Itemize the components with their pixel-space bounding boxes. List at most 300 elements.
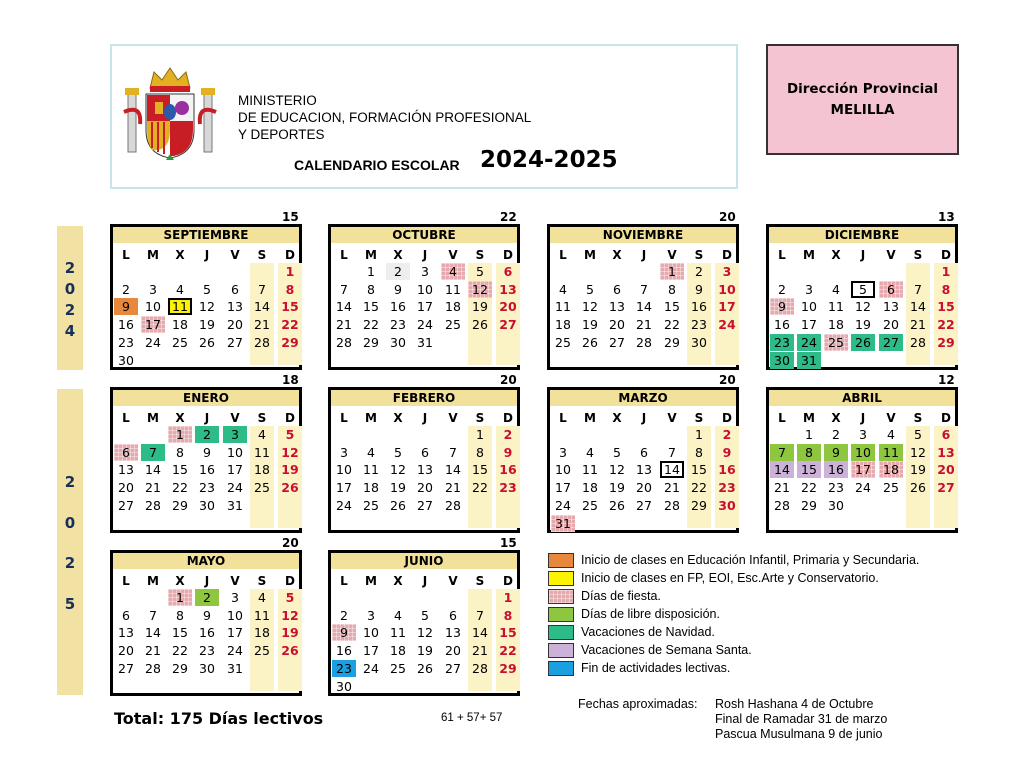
day-cell: 4 [441, 263, 465, 280]
day-cell: 8 [797, 444, 821, 461]
day-cell: 9 [203, 444, 211, 460]
weekday-header: D [503, 574, 513, 588]
day-cell: 22 [281, 317, 299, 333]
day-cell: 23 [718, 480, 736, 496]
day-cell: 28 [336, 334, 352, 350]
day-cell: 13 [118, 462, 134, 478]
day-cell: 19 [609, 480, 625, 496]
day-cell: 5 [476, 264, 484, 279]
day-cell: 2 [778, 281, 786, 297]
day-cell: 29 [499, 660, 517, 676]
day-cell: 5 [421, 607, 429, 623]
weekday-header: L [559, 248, 567, 262]
weekday-header: D [503, 248, 513, 262]
year-digit: 5 [64, 595, 76, 613]
school-year-title: 2024-2025 [480, 147, 618, 173]
day-cell: 14 [770, 461, 794, 478]
day-cell: 27 [445, 660, 461, 676]
day-cell: 3 [223, 426, 247, 443]
day-cell: 4 [586, 444, 594, 460]
weekday-header: L [340, 411, 348, 425]
day-cell: 15 [797, 461, 821, 478]
day-cell: 28 [445, 497, 461, 513]
month-title: JUNIO [331, 553, 517, 569]
day-cell: 1 [805, 427, 813, 442]
day-cell: 14 [336, 299, 352, 315]
day-cell: 7 [640, 281, 648, 297]
note-item: Rosh Hashana 4 de Octubre [715, 697, 874, 711]
day-cell: 21 [636, 317, 652, 333]
weekday-header: D [941, 248, 951, 262]
day-cell: 30 [718, 497, 736, 513]
day-cell: 10 [227, 444, 243, 460]
day-cell: 12 [609, 462, 625, 478]
month-mayo [110, 550, 302, 696]
weekday-header: V [448, 574, 458, 588]
weekday-header: J [860, 411, 866, 425]
day-cell: 2 [503, 427, 513, 442]
day-cell: 17 [851, 461, 875, 478]
month-title: FEBRERO [331, 390, 517, 406]
day-cell: 17 [227, 625, 243, 641]
weekday-header: D [722, 411, 732, 425]
day-cell: 9 [770, 298, 794, 315]
day-cell: 18 [879, 461, 903, 478]
day-cell: 1 [941, 264, 951, 279]
month-enero [110, 387, 302, 533]
day-cell: 3 [149, 281, 157, 297]
day-cell: 14 [445, 462, 461, 478]
day-cell: 13 [227, 299, 243, 315]
day-cell: 31 [797, 352, 821, 369]
day-cell: 2 [386, 263, 410, 280]
weekday-header: M [365, 411, 377, 425]
day-cell: 25 [254, 480, 270, 496]
day-cell: 6 [879, 281, 903, 298]
day-cell: 27 [879, 334, 903, 351]
day-cell: 2 [832, 427, 840, 442]
month-lective-count: 20 [719, 373, 736, 387]
day-cell: 1 [168, 589, 192, 606]
day-cell: 24 [227, 480, 243, 496]
day-cell: 24 [363, 660, 379, 676]
day-cell: 23 [199, 480, 215, 496]
spain-coat-of-arms-icon [122, 64, 218, 164]
month-title: MAYO [113, 553, 299, 569]
day-cell: 9 [114, 298, 138, 315]
day-cell: 29 [363, 334, 379, 350]
day-cell: 16 [118, 317, 134, 333]
day-cell: 6 [503, 264, 513, 279]
notes-label: Fechas aproximadas: [578, 697, 698, 711]
day-cell: 25 [172, 334, 188, 350]
month-noviembre [547, 224, 739, 370]
day-cell: 3 [859, 427, 867, 442]
weekday-header: V [230, 248, 240, 262]
day-cell: 18 [172, 317, 188, 333]
month-title: DICIEMBRE [769, 227, 955, 243]
provincial-city: MELILLA [830, 102, 895, 118]
calendar-label: CALENDARIO ESCOLAR [294, 157, 460, 173]
day-cell: 16 [718, 462, 736, 478]
day-cell: 21 [910, 317, 926, 333]
legend-label: Fin de actividades lectivas. [581, 661, 731, 675]
trimester-sum: 61 + 57+ 57 [441, 712, 503, 724]
day-cell: 21 [145, 480, 161, 496]
day-cell: 26 [417, 660, 433, 676]
weekday-header: X [393, 574, 403, 588]
weekday-header: X [612, 248, 622, 262]
provincial-line: Dirección Provincial [786, 81, 939, 97]
day-cell: 31 [227, 660, 243, 676]
legend-swatch [548, 643, 574, 658]
day-cell: 5 [613, 444, 621, 460]
day-cell: 2 [195, 589, 219, 606]
legend-label: Inicio de clases en Educación Infantil, Primaria y Secundaria. [581, 553, 920, 567]
day-cell: 16 [824, 461, 848, 478]
weekday-header: S [913, 411, 923, 425]
day-cell: 8 [176, 607, 184, 623]
day-cell: 9 [503, 444, 513, 460]
weekday-header: X [175, 248, 185, 262]
day-cell: 23 [828, 480, 844, 496]
day-cell: 17 [555, 480, 571, 496]
month-septiembre [110, 224, 302, 370]
day-cell: 12 [417, 625, 433, 641]
day-cell: 1 [168, 426, 192, 443]
day-cell: 24 [145, 334, 161, 350]
day-cell: 18 [254, 625, 270, 641]
day-cell: 18 [582, 480, 598, 496]
day-cell: 20 [636, 480, 652, 496]
day-cell: 6 [122, 607, 130, 623]
month-title: MARZO [550, 390, 736, 406]
day-cell: 22 [937, 317, 955, 333]
day-cell: 27 [417, 497, 433, 513]
day-cell: 8 [367, 281, 375, 297]
weekday-header: S [257, 248, 267, 262]
day-cell: 1 [695, 427, 703, 442]
day-cell: 11 [363, 462, 379, 478]
day-cell: 19 [390, 480, 406, 496]
legend-swatch [548, 625, 574, 640]
month-lective-count: 22 [500, 210, 517, 224]
day-cell: 7 [668, 444, 676, 460]
day-cell: 10 [363, 625, 379, 641]
day-cell: 11 [879, 444, 903, 461]
day-cell: 4 [367, 444, 375, 460]
day-cell: 27 [499, 317, 517, 333]
day-cell: 7 [770, 444, 794, 461]
day-cell: 15 [281, 299, 299, 315]
year-bar-2024 [57, 226, 83, 370]
day-cell: 21 [774, 480, 790, 496]
day-cell: 10 [336, 462, 352, 478]
day-cell: 21 [472, 643, 488, 659]
day-cell: 10 [555, 462, 571, 478]
day-cell: 10 [417, 281, 433, 297]
day-cell: 7 [141, 444, 165, 461]
day-cell: 31 [227, 497, 243, 513]
day-cell: 20 [417, 480, 433, 496]
month-title: ENERO [113, 390, 299, 406]
month-octubre [328, 224, 520, 370]
legend-swatch [548, 661, 574, 676]
day-cell: 13 [937, 444, 955, 460]
day-cell: 15 [937, 299, 955, 315]
day-cell: 23 [691, 317, 707, 333]
day-cell: 26 [281, 643, 299, 659]
weekday-header: M [803, 411, 815, 425]
day-cell: 6 [640, 444, 648, 460]
day-cell: 18 [828, 317, 844, 333]
day-cell: 23 [390, 317, 406, 333]
day-cell: 4 [176, 281, 184, 297]
day-cell: 22 [801, 480, 817, 496]
day-cell: 26 [281, 480, 299, 496]
day-cell: 19 [281, 462, 299, 478]
month-marzo [547, 387, 739, 533]
day-cell: 31 [417, 334, 433, 350]
day-cell: 24 [417, 317, 433, 333]
day-cell: 20 [227, 317, 243, 333]
weekday-header: J [204, 411, 210, 425]
day-cell: 6 [613, 281, 621, 297]
day-cell: 13 [445, 625, 461, 641]
weekday-header: V [448, 411, 458, 425]
day-cell: 7 [914, 281, 922, 297]
day-cell: 3 [805, 281, 813, 297]
weekday-header: L [340, 248, 348, 262]
day-cell: 28 [472, 660, 488, 676]
weekday-header: M [584, 248, 596, 262]
day-cell: 18 [254, 462, 270, 478]
day-cell: 11 [828, 299, 844, 315]
day-cell: 19 [910, 462, 926, 478]
weekday-header: D [285, 574, 295, 588]
weekday-header: L [122, 574, 130, 588]
day-cell: 29 [281, 334, 299, 350]
day-cell: 3 [421, 264, 429, 279]
day-cell: 30 [199, 660, 215, 676]
day-cell: 14 [254, 299, 270, 315]
day-cell: 13 [499, 281, 517, 297]
day-cell: 11 [582, 462, 598, 478]
day-cell: 1 [476, 427, 484, 442]
day-cell: 5 [586, 281, 594, 297]
day-cell: 17 [718, 299, 736, 315]
day-cell: 24 [555, 497, 571, 513]
day-cell: 4 [559, 281, 567, 297]
weekday-header: D [285, 248, 295, 262]
legend-swatch [548, 553, 574, 568]
day-cell: 24 [797, 334, 821, 351]
total-lective-days: Total: 175 Días lectivos [114, 709, 324, 728]
weekday-header: L [778, 411, 786, 425]
legend-label: Días de libre disposición. [581, 607, 720, 621]
day-cell: 16 [199, 462, 215, 478]
day-cell: 8 [476, 444, 484, 460]
day-cell: 7 [258, 281, 266, 297]
day-cell: 27 [118, 497, 134, 513]
day-cell: 10 [227, 607, 243, 623]
day-cell: 25 [363, 497, 379, 513]
day-cell: 1 [367, 264, 375, 279]
day-cell: 30 [118, 352, 134, 368]
day-cell: 22 [499, 643, 517, 659]
day-cell: 17 [417, 299, 433, 315]
day-cell: 29 [172, 660, 188, 676]
day-cell: 28 [774, 497, 790, 513]
ministry-line: Y DEPORTES [238, 127, 325, 142]
weekday-header: L [559, 411, 567, 425]
day-cell: 19 [199, 317, 215, 333]
day-cell: 26 [851, 334, 875, 351]
day-cell: 6 [941, 427, 951, 442]
day-cell: 6 [449, 607, 457, 623]
day-cell: 5 [851, 281, 875, 298]
weekday-header: D [503, 411, 513, 425]
day-cell: 11 [555, 299, 571, 315]
day-cell: 9 [203, 607, 211, 623]
day-cell: 25 [555, 334, 571, 350]
provincial-direction-box [766, 44, 959, 155]
day-cell: 5 [914, 427, 922, 442]
day-cell: 4 [258, 590, 266, 605]
weekday-header: J [641, 248, 647, 262]
weekday-header: D [941, 411, 951, 425]
month-junio [328, 550, 520, 696]
day-cell: 2 [195, 426, 219, 443]
day-cell: 27 [609, 334, 625, 350]
day-cell: 19 [472, 299, 488, 315]
weekday-header: V [230, 574, 240, 588]
day-cell: 29 [801, 497, 817, 513]
weekday-header: M [803, 248, 815, 262]
day-cell: 10 [718, 281, 736, 297]
month-abril [766, 387, 958, 533]
weekday-header: L [122, 411, 130, 425]
day-cell: 17 [336, 480, 352, 496]
year-digit: 2 [64, 554, 76, 572]
day-cell: 12 [582, 299, 598, 315]
day-cell: 10 [851, 444, 875, 461]
day-cell: 22 [172, 480, 188, 496]
legend-swatch [548, 607, 574, 622]
day-cell: 3 [559, 444, 567, 460]
day-cell: 26 [910, 480, 926, 496]
weekday-header: S [475, 411, 485, 425]
day-cell: 24 [227, 643, 243, 659]
day-cell: 25 [445, 317, 461, 333]
day-cell: 4 [258, 427, 266, 442]
day-cell: 14 [636, 299, 652, 315]
day-cell: 5 [394, 444, 402, 460]
day-cell: 20 [118, 480, 134, 496]
weekday-header: J [641, 411, 647, 425]
day-cell: 26 [609, 497, 625, 513]
day-cell: 4 [832, 281, 840, 297]
day-cell: 17 [141, 316, 165, 333]
day-cell: 29 [172, 497, 188, 513]
weekday-header: D [285, 411, 295, 425]
day-cell: 25 [582, 497, 598, 513]
legend-swatch [548, 589, 574, 604]
day-cell: 17 [227, 462, 243, 478]
day-cell: 1 [660, 263, 684, 280]
weekday-header: J [204, 248, 210, 262]
weekday-header: J [422, 411, 428, 425]
day-cell: 28 [254, 334, 270, 350]
day-cell: 27 [227, 334, 243, 350]
day-cell: 14 [660, 461, 684, 478]
weekday-header: X [831, 248, 841, 262]
day-cell: 20 [609, 317, 625, 333]
day-cell: 13 [883, 299, 899, 315]
weekday-header: J [422, 248, 428, 262]
day-cell: 16 [336, 643, 352, 659]
day-cell: 21 [445, 480, 461, 496]
day-cell: 18 [390, 643, 406, 659]
weekday-header: J [422, 574, 428, 588]
day-cell: 4 [394, 607, 402, 623]
weekday-header: V [667, 411, 677, 425]
weekday-header: S [694, 248, 704, 262]
day-cell: 10 [145, 299, 161, 315]
day-cell: 26 [390, 497, 406, 513]
day-cell: 14 [145, 625, 161, 641]
day-cell: 22 [691, 480, 707, 496]
day-cell: 3 [367, 607, 375, 623]
weekday-header: M [584, 411, 596, 425]
day-cell: 15 [472, 462, 488, 478]
day-cell: 7 [476, 607, 484, 623]
month-lective-count: 18 [282, 373, 299, 387]
month-title: SEPTIEMBRE [113, 227, 299, 243]
day-cell: 9 [824, 444, 848, 461]
ministry-line: DE EDUCACION, FORMACIÓN PROFESIONAL [238, 110, 532, 125]
day-cell: 18 [555, 317, 571, 333]
day-cell: 28 [910, 334, 926, 350]
day-cell: 16 [199, 625, 215, 641]
day-cell: 11 [254, 607, 270, 623]
year-digit: 2 [64, 301, 76, 319]
day-cell: 9 [394, 281, 402, 297]
day-cell: 12 [281, 444, 299, 460]
day-cell: 31 [551, 515, 575, 532]
month-title: ABRIL [769, 390, 955, 406]
day-cell: 1 [285, 264, 295, 279]
day-cell: 25 [254, 643, 270, 659]
day-cell: 16 [390, 299, 406, 315]
legend-swatch [548, 571, 574, 586]
legend-label: Inicio de clases en FP, EOI, Esc.Arte y Conservatorio. [581, 571, 879, 585]
day-cell: 2 [695, 264, 703, 279]
day-cell: 12 [281, 607, 299, 623]
day-cell: 12 [199, 299, 215, 315]
day-cell: 22 [664, 317, 680, 333]
day-cell: 18 [363, 480, 379, 496]
month-title: OCTUBRE [331, 227, 517, 243]
weekday-header: S [694, 411, 704, 425]
day-cell: 27 [636, 497, 652, 513]
day-cell: 21 [336, 317, 352, 333]
ministry-name [238, 92, 531, 143]
day-cell: 15 [691, 462, 707, 478]
day-cell: 20 [118, 643, 134, 659]
day-cell: 23 [770, 334, 794, 351]
weekday-header: D [722, 248, 732, 262]
